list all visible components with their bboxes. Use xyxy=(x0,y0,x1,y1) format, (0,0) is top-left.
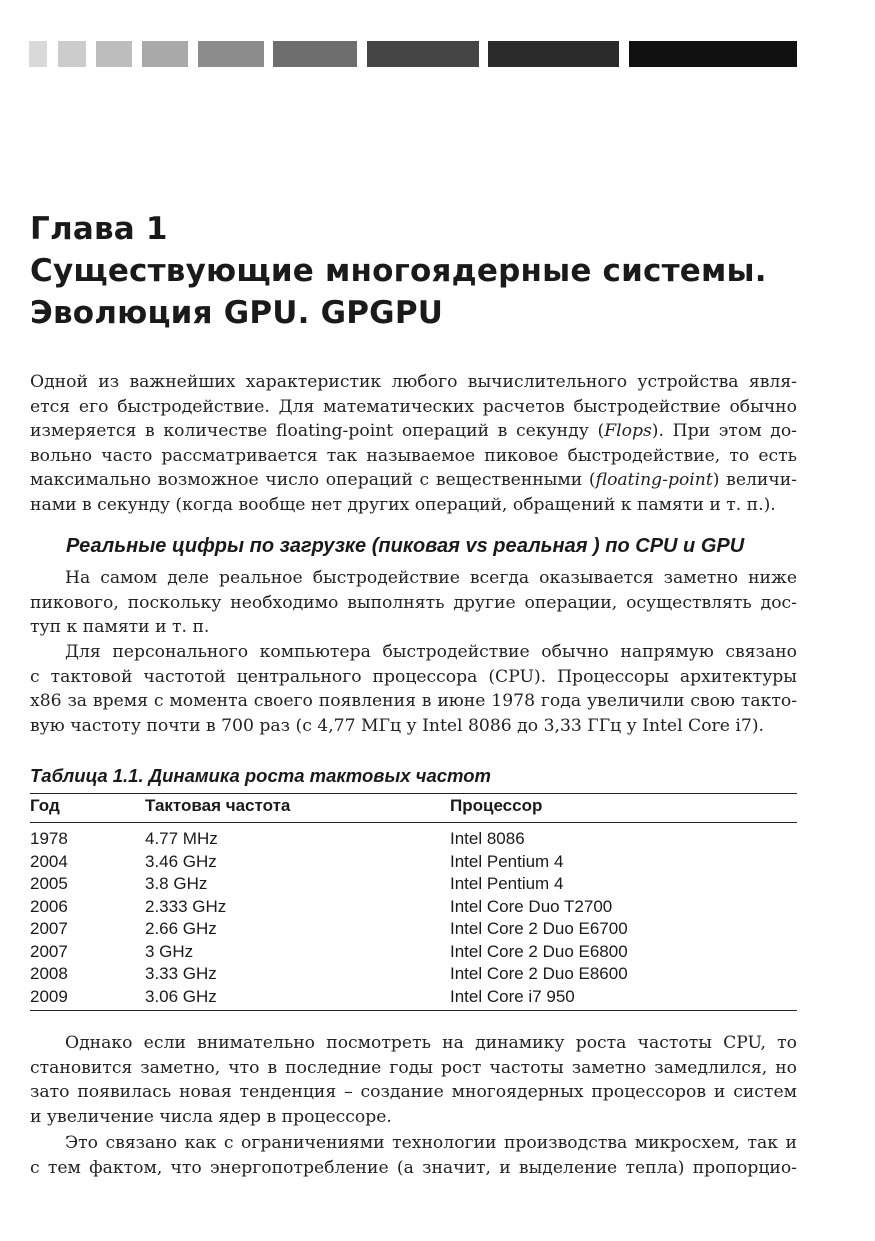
header-bar xyxy=(367,41,479,67)
header-bar xyxy=(29,41,47,67)
paragraph xyxy=(30,1031,797,1129)
cell-year: 1978 xyxy=(30,829,68,848)
cell-processor: Intel Core 2 Duo E8600 xyxy=(450,964,628,983)
cell-processor: Intel Core i7 950 xyxy=(450,986,575,1006)
cell-year: 2007 xyxy=(30,919,68,938)
text-line: Для персонального компьютера быстродействие обычно напрямую связано xyxy=(65,642,797,662)
paragraph xyxy=(30,566,797,640)
text-line: измеряется в количестве floating-point операций в секунду (Flops). При этом до- xyxy=(30,421,797,442)
header-bar xyxy=(58,41,86,67)
cell-clock: 3.33 GHz xyxy=(145,964,217,983)
table-row xyxy=(30,985,797,1008)
text-line: вольно часто рассматривается так называемое пиковое быстродействие, то есть xyxy=(30,445,797,466)
header-bar xyxy=(198,41,264,67)
cell-year: 2009 xyxy=(30,986,68,1006)
text-line: максимально возможное число операций с вещественными (floating-point) величи- xyxy=(30,470,797,491)
cell-year: 2008 xyxy=(30,964,68,983)
chapter-title-line: Эволюция GPU. GPGPU xyxy=(30,295,444,331)
cell-clock: 3.46 GHz xyxy=(145,851,217,871)
header-bar xyxy=(629,41,797,67)
cell-clock: 4.77 MHz xyxy=(145,829,218,848)
text-line: с тем фактом, что энергопотребление (а значит, и выделение тепла) пропорцио- xyxy=(30,1157,797,1178)
header-processor: Процессор xyxy=(450,796,543,815)
text-line: зато появилась новая тенденция – создание многоядерных процессоров и систем xyxy=(30,1082,797,1103)
cell-year: 2004 xyxy=(30,851,68,871)
clock-speed-table xyxy=(30,793,797,1011)
paragraph xyxy=(30,1131,797,1180)
header-bar xyxy=(96,41,132,67)
text-line: становится заметно, что в последние годы рост частоты заметно замедлился, но xyxy=(30,1057,797,1078)
text-line: нами в секунду (когда вообще нет других операций, обращений к памяти и т. п.). xyxy=(30,494,776,515)
text-line: пикового, поскольку необходимо выполнять другие операции, осуществлять дос- xyxy=(30,592,797,613)
table-row xyxy=(30,850,797,873)
text-line: Это связано как с ограничениями технологии производства микросхем, так и xyxy=(65,1133,797,1153)
table-row xyxy=(30,917,797,940)
paragraph xyxy=(30,640,797,738)
table-row xyxy=(30,872,797,895)
header-year: Год xyxy=(30,796,60,815)
table-header-row xyxy=(30,794,797,819)
cell-year: 2006 xyxy=(30,896,68,916)
chapter-number: Глава 1 xyxy=(30,211,168,247)
cell-processor: Intel Core 2 Duo E6800 xyxy=(450,941,628,961)
text-line: На самом деле реальное быстродействие всегда оказывается заметно ниже xyxy=(65,568,797,588)
cell-processor: Intel Core 2 Duo E6700 xyxy=(450,919,628,938)
table-row xyxy=(30,940,797,963)
text-line: с тактовой частотой центрального процессора (CPU). Процессоры архитектуры xyxy=(30,666,797,687)
cell-processor: Intel Core Duo T2700 xyxy=(450,896,613,916)
text-line: вую частоту почти в 700 раз (с 4,77 МГц у Intel 8086 до 3,33 ГГц у Intel Core i7). xyxy=(30,715,765,736)
table-row xyxy=(30,827,797,850)
text-line: Одной из важнейших характеристик любого вычислительного устройства явля- xyxy=(30,372,797,392)
chapter-title-line: Существующие многоядерные системы. xyxy=(30,253,767,289)
header-clock: Тактовая частота xyxy=(145,796,291,815)
chapter-title xyxy=(30,208,830,334)
header-bar xyxy=(273,41,357,67)
table-caption: Таблица 1.1. Динамика роста тактовых частот xyxy=(30,765,491,786)
cell-year: 2007 xyxy=(30,941,68,961)
section-subheading: Реальные цифры по загрузке (пиковая vs реальная ) по CPU и GPU xyxy=(66,535,745,557)
cell-year: 2005 xyxy=(30,874,68,893)
table-row xyxy=(30,962,797,985)
cell-clock: 2.333 GHz xyxy=(145,896,227,916)
cell-clock: 3.8 GHz xyxy=(145,874,208,893)
header-bar xyxy=(142,41,188,67)
intro-paragraph xyxy=(30,370,797,518)
text-line: ется его быстродействие. Для математических расчетов быстродействие обычно xyxy=(30,396,797,417)
text-line: туп к памяти и т. п. xyxy=(30,617,210,638)
text-line: и увеличение числа ядер в процессоре. xyxy=(30,1106,392,1127)
header-bar xyxy=(488,41,619,67)
text-line: Однако если внимательно посмотреть на динамику роста частоты CPU, то xyxy=(65,1033,797,1053)
table-bottom-rule xyxy=(30,1010,797,1011)
cell-processor: Intel Pentium 4 xyxy=(450,851,564,871)
cell-clock: 3.06 GHz xyxy=(145,986,217,1006)
cell-processor: Intel Pentium 4 xyxy=(450,874,564,893)
cell-processor: Intel 8086 xyxy=(450,829,525,848)
cell-clock: 3 GHz xyxy=(145,941,194,961)
cell-clock: 2.66 GHz xyxy=(145,919,217,938)
table-body xyxy=(30,823,797,1007)
table-row xyxy=(30,895,797,918)
text-line: x86 за время с момента своего появления в июне 1978 года увеличили свою такто- xyxy=(30,691,797,712)
